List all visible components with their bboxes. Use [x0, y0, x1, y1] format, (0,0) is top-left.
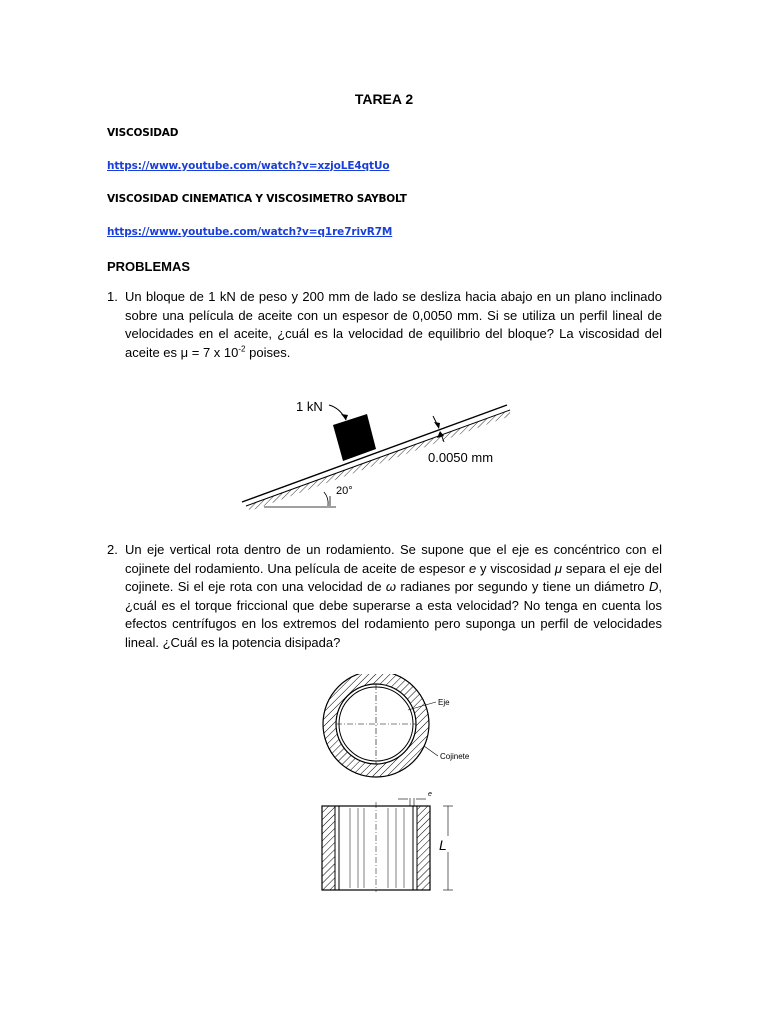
length-label: L — [439, 837, 447, 853]
viscosidad-video-link[interactable]: https://www.youtube.com/watch?v=xzjoLE4qtUo — [107, 160, 390, 172]
symbol-d: D — [648, 579, 659, 594]
problem-2 — [107, 541, 662, 652]
problem-2-text — [125, 541, 662, 652]
problem-2-part-2: y viscosidad — [476, 560, 555, 576]
cinematica-video-link[interactable]: https://www.youtube.com/watch?v=q1re7rivR7M — [107, 226, 393, 238]
problem-1-body-end: poises. — [245, 344, 291, 360]
bearing-top-view — [323, 674, 429, 777]
bearing-side-view — [322, 802, 430, 892]
symbol-e: e — [468, 560, 477, 576]
page-title: TAREA 2 — [354, 91, 414, 107]
section-viscosidad-cinematica: VISCOSIDAD CINEMATICA Y VISCOSIMETRO SAYBOLT — [107, 193, 407, 205]
problem-1-exponent: -2 — [238, 344, 246, 354]
bearing-label: Cojinete — [440, 752, 470, 761]
angle-arc — [324, 492, 328, 506]
problem-1-text — [125, 288, 662, 362]
problem-2-number: 2. — [107, 542, 118, 557]
inclined-plane-figure — [236, 392, 526, 514]
weight-label: 1 kN — [296, 399, 323, 414]
problems-heading: PROBLEMAS — [107, 259, 191, 274]
angle-label: 20° — [336, 485, 353, 497]
gap-label: e — [428, 791, 432, 798]
thickness-label: 0.0050 mm — [428, 450, 494, 465]
shaft-label: Eje — [438, 698, 450, 707]
section-viscosidad: VISCOSIDAD — [107, 127, 179, 139]
block — [333, 414, 376, 461]
symbol-omega: ω — [385, 579, 397, 594]
problem-2-part-5: , ¿cuál es el torque friccional que debe superarse a esta velocidad? No tenga en cuenta los efectos centrífugos en los extremos del rodamiento pero suponga un perfil de velocidades lineal. ¿Cuál es la potencia disipada? — [125, 579, 662, 650]
problem-2-part-1: Un eje vertical rota dentro de un rodamiento. Se supone que el eje es concéntrico con el cojinete del rodamiento. Una película de aceite de espesor — [125, 542, 662, 576]
problem-1 — [107, 288, 662, 362]
bearing-figure — [312, 674, 482, 894]
symbol-mu: μ — [554, 560, 563, 576]
problem-1-body: Un bloque de 1 kN de peso y 200 mm de lado se desliza hacia abajo en un plano inclinado sobre una película de aceite con un espesor de 0,0050 mm. Si se utiliza un perfil lineal de velocidades en el aceite, ¿cuál es la velocidad de equilibrio del bloque? La viscosidad del aceite es μ = 7 x 10 — [125, 289, 662, 360]
problem-1-number: 1. — [107, 289, 118, 304]
problem-2-part-4: radianes por segundo y tiene un diámetro — [396, 579, 649, 594]
problem-2-part-3: separa el eje del cojinete. Si el eje rota con una velocidad de — [125, 560, 662, 594]
